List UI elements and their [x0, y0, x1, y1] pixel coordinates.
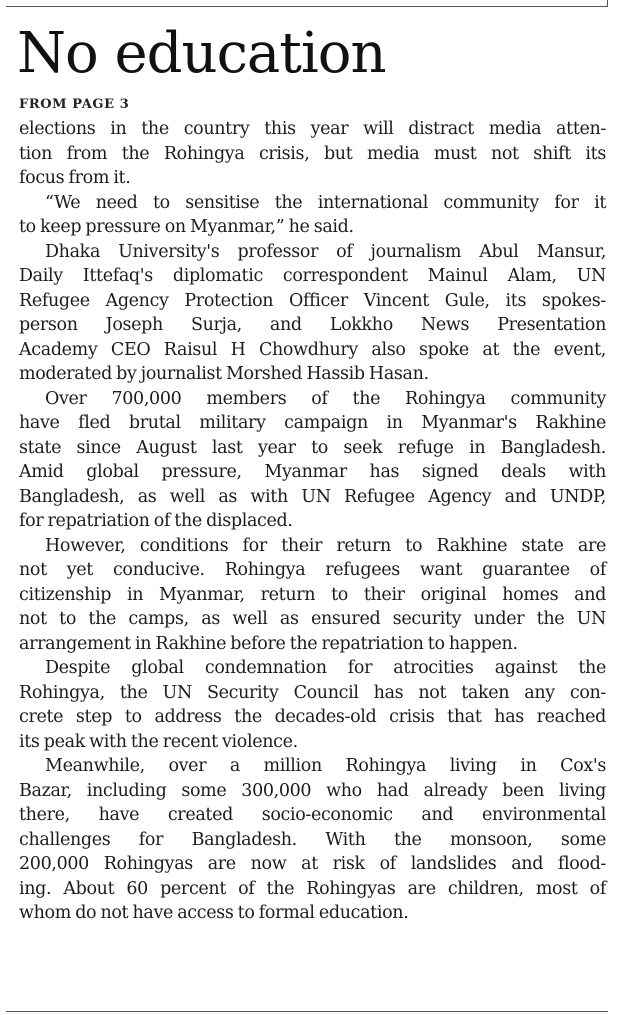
top-rule	[6, 6, 608, 7]
body-line: Bangladesh, as well as with UN Refugee Agency and UNDP,	[19, 486, 606, 507]
body-line: Refugee Agency Protection Officer Vincent Gule, its spokes-	[19, 290, 606, 311]
body-line: “We need to sensitise the international community for it	[45, 192, 606, 213]
body-line: Meanwhile, over a million Rohingya living in Cox's	[45, 756, 606, 776]
body-line: However, conditions for their return to Rakhine state are	[45, 535, 606, 556]
body-line: focus from it.	[19, 168, 131, 188]
body-line: have fled brutal military campaign in Myanmar's Rakhine	[19, 413, 606, 433]
body-line: Amid global pressure, Myanmar has signed deals with	[19, 462, 606, 482]
body-line: elections in the country this year will distract media atten-	[19, 119, 606, 139]
body-line: arrangement in Rakhine before the repatriation to happen.	[19, 633, 518, 654]
body-line: Dhaka University's professor of journalism Abul Mansur,	[45, 241, 606, 262]
body-line: person Joseph Surja, and Lokkho News Presentation	[19, 315, 606, 335]
body-line: ing. About 60 percent of the Rohingyas are children, most of	[19, 878, 606, 899]
body-line: its peak with the recent violence.	[19, 731, 298, 752]
body-line: Academy CEO Raisul H Chowdhury also spoke at the event,	[19, 339, 606, 360]
body-line: Daily Ittefaq's diplomatic correspondent Mainul Alam, UN	[19, 266, 606, 286]
body-line: tion from the Rohingya crisis, but media must not shift its	[19, 143, 606, 164]
article-body	[19, 117, 606, 926]
body-line: crete step to address the decades-old crisis that has reached	[19, 707, 606, 727]
body-line: Rohingya, the UN Security Council has not taken any con-	[19, 682, 606, 703]
body-line: state since August last year to seek refuge in Bangladesh.	[19, 437, 606, 458]
body-line: to keep pressure on Myanmar,” he said.	[19, 217, 354, 237]
body-line: not to the camps, as well as ensured security under the UN	[19, 609, 606, 629]
body-line: not yet conducive. Rohingya refugees want guarantee of	[19, 560, 606, 580]
body-line: for repatriation of the displaced.	[19, 511, 293, 531]
column-rule	[607, 0, 608, 7]
body-line: Over 700,000 members of the Rohingya community	[45, 388, 606, 409]
body-line: Bazar, including some 300,000 who had already been living	[19, 780, 606, 801]
body-line: moderated by journalist Morshed Hassib Hasan.	[19, 364, 429, 384]
body-line: Despite global condemnation for atrocities against the	[45, 658, 606, 678]
bottom-rule	[6, 1011, 608, 1012]
body-line: citizenship in Myanmar, return to their original homes and	[19, 584, 606, 605]
body-line: whom do not have access to formal education.	[19, 903, 409, 923]
continuation-kicker: FROM PAGE 3	[19, 97, 130, 112]
headline: No education	[17, 21, 386, 86]
body-line: challenges for Bangladesh. With the monsoon, some	[19, 829, 606, 850]
body-line: 200,000 Rohingyas are now at risk of landslides and flood-	[19, 854, 606, 874]
body-line: there, have created socio-economic and environmental	[19, 805, 606, 825]
